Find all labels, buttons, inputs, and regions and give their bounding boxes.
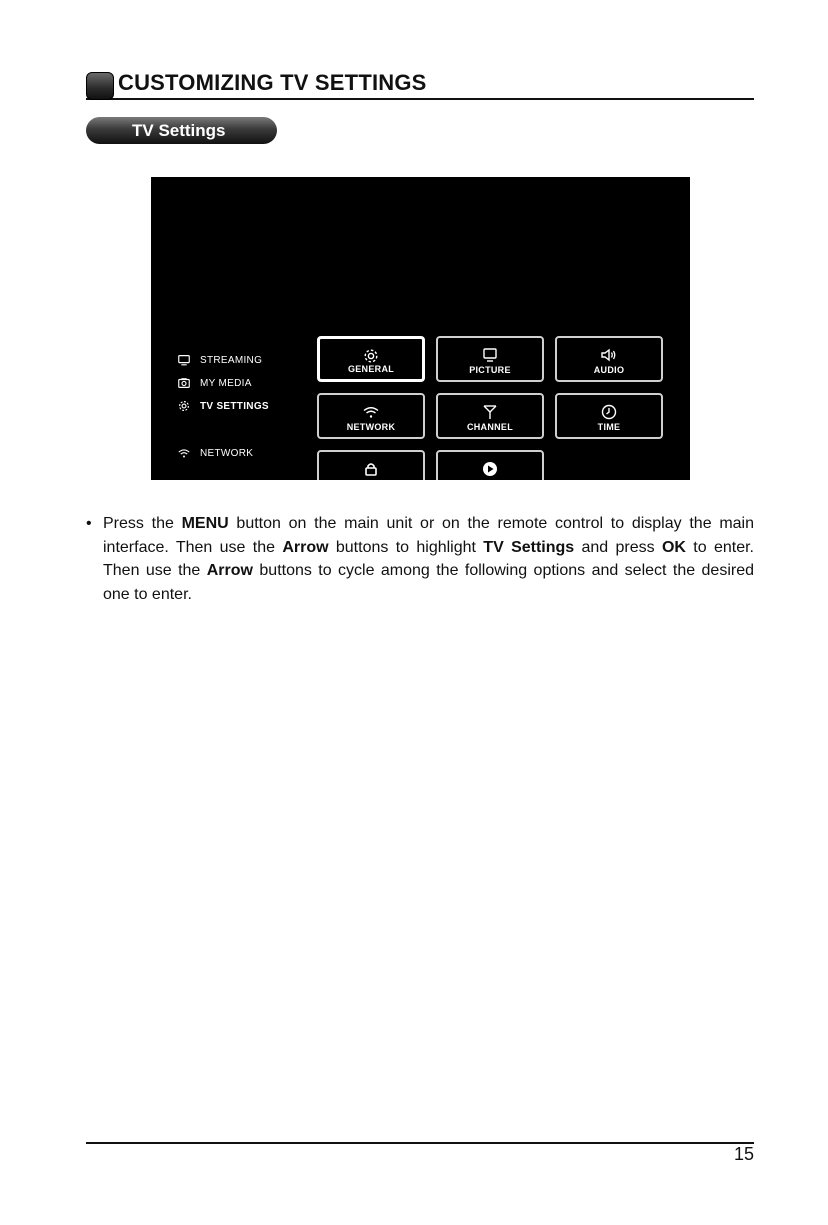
- speaker-icon: [600, 346, 618, 364]
- antenna-icon: [481, 403, 499, 421]
- lock-icon: [362, 460, 380, 478]
- text-run: Press the: [103, 515, 182, 532]
- text-bold: Arrow: [282, 538, 329, 556]
- tile-label: GENERAL: [347, 364, 395, 374]
- sidebar-item-my-media[interactable]: [177, 376, 252, 390]
- gear-icon: [177, 399, 191, 413]
- clock-icon: [600, 403, 618, 421]
- tile-label: AUDIO: [593, 365, 625, 375]
- sidebar-item-tv-settings[interactable]: [177, 399, 269, 413]
- tile-label: TIME: [597, 422, 621, 432]
- tile-picture[interactable]: [436, 336, 544, 382]
- tile-audio[interactable]: [555, 336, 663, 382]
- play-icon: [481, 460, 499, 478]
- wifi-icon: [177, 446, 191, 460]
- section-label: TV Settings: [86, 117, 277, 144]
- tile-play[interactable]: [436, 450, 544, 480]
- text-bold: MENU: [181, 515, 229, 532]
- tile-channel[interactable]: [436, 393, 544, 439]
- header-square-icon: [86, 72, 114, 100]
- gear-icon: [362, 347, 380, 365]
- page-header: [86, 68, 754, 100]
- text-bold: Arrow: [206, 562, 253, 579]
- sidebar-item-network[interactable]: [177, 446, 253, 460]
- bullet: •: [86, 515, 92, 532]
- tv-icon: [177, 353, 191, 367]
- text-run: button on the main unit or on the remote control to display the main interface. Then use the: [103, 515, 755, 556]
- camera-icon: [177, 376, 191, 390]
- sidebar-item-label: MY MEDIA: [200, 377, 252, 389]
- text-run: to enter. Then use the: [103, 538, 755, 579]
- tile-label: PICTURE: [469, 365, 511, 375]
- wifi-icon: [362, 403, 380, 421]
- text-run: buttons to highlight: [328, 538, 484, 556]
- text-run: and press: [574, 538, 662, 556]
- sidebar-item-label: TV SETTINGS: [200, 400, 269, 412]
- page-number: 15: [733, 1144, 754, 1164]
- text-bold: OK: [661, 538, 686, 556]
- sidebar-item-streaming[interactable]: [177, 353, 262, 367]
- tile-network[interactable]: [317, 393, 425, 439]
- tv-icon: [481, 346, 499, 364]
- sidebar-item-label: STREAMING: [200, 354, 263, 366]
- footer-divider: [86, 1142, 754, 1144]
- instruction-text: [103, 512, 754, 606]
- tile-lock[interactable]: [317, 450, 425, 480]
- tile-general[interactable]: [317, 336, 425, 382]
- text-bold: TV Settings: [483, 538, 575, 556]
- tv-screen: [151, 177, 690, 480]
- page-title: CUSTOMIZING TV SETTINGS: [118, 70, 427, 95]
- tile-label: CHANNEL: [466, 422, 514, 432]
- tile-time[interactable]: [555, 393, 663, 439]
- tile-label: NETWORK: [346, 422, 396, 432]
- text-run: buttons to cycle among the following options and select the desired one to enter.: [103, 562, 755, 603]
- sidebar-item-label: NETWORK: [200, 447, 254, 459]
- instruction-paragraph: [86, 512, 754, 606]
